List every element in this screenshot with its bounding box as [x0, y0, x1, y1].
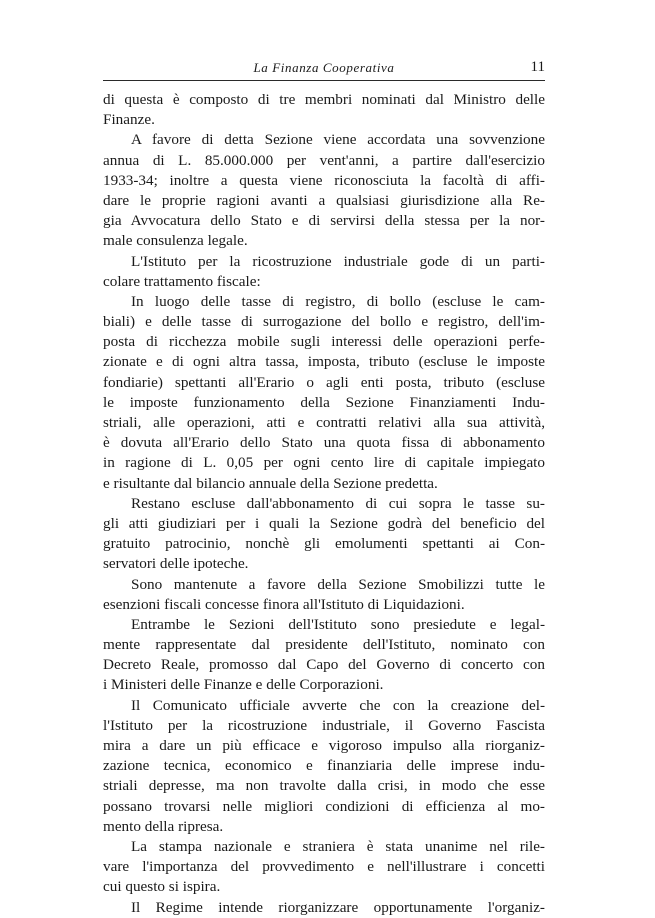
- text-line: Il Regime intende riorganizzare opportunamente l'organiz-: [131, 898, 545, 916]
- paragraph: [103, 898, 545, 918]
- running-header-title: La Finanza Cooperativa: [253, 60, 395, 75]
- text-line: vare l'importanza del provvedimento e nell'illustrare i concetti: [103, 858, 545, 876]
- page-number: 11: [530, 59, 545, 75]
- text-line: è dovuta all'Erario dello Stato una quota fissa di abbonamento: [103, 434, 545, 452]
- text-line: cui questo si ispira.: [103, 878, 221, 896]
- text-line: posta di ricchezza mobile sugli interessi delle operazioni perfe-: [103, 333, 545, 351]
- text-line: biali) e delle tasse di surrogazione del bollo e registro, dell'im-: [103, 313, 545, 331]
- text-line: fondiarie) spettanti all'Erario o agli enti posta, tributo (escluse: [103, 373, 545, 391]
- text-line: gratuito patrocinio, nonchè gli emolumenti spettanti ai Con-: [103, 535, 545, 553]
- text-line: Restano escluse dall'abbonamento di cui sopra le tasse su-: [131, 494, 545, 512]
- text-line: le imposte funzionamento della Sezione Finanziamenti Indu-: [103, 393, 545, 411]
- text-line: colare trattamento fiscale:: [103, 272, 261, 290]
- paragraph: [103, 494, 545, 575]
- text-line: servatori delle ipoteche.: [103, 555, 249, 573]
- text-line: possano trovarsi nelle migliori condizioni di efficienza al mo-: [103, 797, 545, 815]
- paragraph: [103, 575, 545, 615]
- text-line: l'Istituto per la ricostruzione industriale, il Governo Fascista: [103, 716, 545, 734]
- text-line: In luogo delle tasse di registro, di bollo (escluse le cam-: [131, 292, 545, 310]
- text-line: Sono mantenute a favore della Sezione Smobilizzi tutte le: [131, 575, 545, 593]
- text-line: zionate e di ogni altra tassa, imposta, tributo (escluse le imposte: [103, 353, 545, 371]
- text-line: mente rappresentate dal presidente dell'Istituto, nominato con: [103, 636, 545, 654]
- paragraph: [103, 252, 545, 292]
- paragraph: [103, 837, 545, 898]
- text-line: 1933-34; inoltre a questa viene riconosciuta la facoltà di affi-: [103, 171, 545, 189]
- paragraph: [103, 130, 545, 251]
- text-line: L'Istituto per la ricostruzione industriale gode di un parti-: [131, 252, 545, 270]
- text-line: in ragione di L. 0,05 per ogni cento lire di capitale impiegato: [103, 454, 545, 472]
- text-line: striali depresse, ma non travolte dalla crisi, in modo che esse: [103, 777, 545, 795]
- text-line: La stampa nazionale e straniera è stata unanime nel rile-: [131, 837, 545, 855]
- text-line: Finanze.: [103, 111, 155, 129]
- text-line: mento della ripresa.: [103, 817, 224, 835]
- text-line: esenzioni fiscali concesse finora all'Istituto di Liquidazioni.: [103, 595, 465, 613]
- paragraph: [103, 90, 545, 130]
- text-line: dare le proprie ragioni avanti a qualsiasi giurisdizione alla Re-: [103, 191, 545, 209]
- paragraph: [103, 292, 545, 494]
- text-line: Il Comunicato ufficiale avverte che con la creazione del-: [131, 696, 545, 714]
- body-text: [103, 90, 545, 918]
- text-line: gli atti giudiziari per i quali la Sezione godrà del beneficio del: [103, 514, 545, 532]
- text-line: annua di L. 85.000.000 per vent'anni, a partire dall'esercizio: [103, 151, 545, 169]
- text-line: Entrambe le Sezioni dell'Istituto sono presiedute e legal-: [131, 615, 545, 633]
- text-line: gia Avvocatura dello Stato e di servirsi della stessa per la nor-: [103, 212, 545, 230]
- paragraph: [103, 615, 545, 696]
- text-line: striali, alle operazioni, atti e contratti relativi alla sua attività,: [103, 414, 545, 431]
- text-line: i Ministeri delle Finanze e delle Corporazioni.: [103, 676, 384, 694]
- running-header: [103, 58, 545, 81]
- text-line: di questa è composto di tre membri nominati dal Ministro delle: [103, 91, 545, 108]
- paragraph: [103, 696, 545, 837]
- text-line: zazione tecnica, economico e finanziaria delle imprese indu-: [103, 757, 545, 775]
- text-line: male consulenza legale.: [103, 232, 248, 250]
- text-line: mira a dare un più efficace e vigoroso impulso alla riorganiz-: [103, 737, 545, 754]
- text-line: A favore di detta Sezione viene accordata una sovvenzione: [131, 131, 545, 149]
- text-line: e risultante dal bilancio annuale della Sezione predetta.: [103, 474, 438, 492]
- text-line: Decreto Reale, promosso dal Capo del Governo di concerto con: [103, 656, 545, 674]
